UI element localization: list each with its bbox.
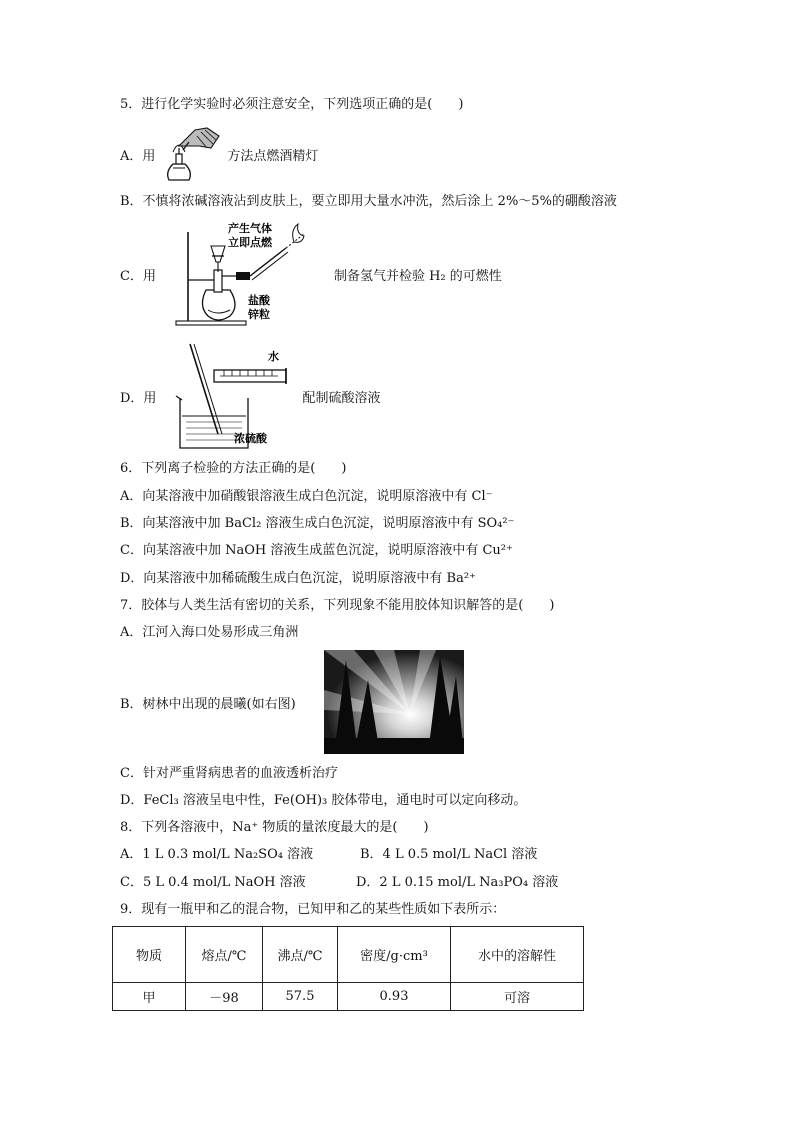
c-label-gas: 产生气体 bbox=[227, 222, 272, 235]
q7-option-d: D．FeCl₃ 溶液呈电中性，Fe(OH)₃ 胶体带电，通电时可以定向移动。 bbox=[120, 793, 527, 808]
q7-option-b bbox=[120, 650, 464, 754]
q5-option-b: B．不慎将浓碱溶液沾到皮肤上，要立即用大量水冲洗，然后涂上 2%～5%的硼酸溶液 bbox=[120, 194, 617, 209]
q8-option-c: C．5 L 0.4 mol/L NaOH 溶液 bbox=[120, 875, 306, 890]
properties-table bbox=[112, 926, 584, 1011]
q6-stem: 6．下列离子检验的方法正确的是( ) bbox=[120, 461, 347, 476]
q7-b-text: B．树林中出现的晨曦(如右图) bbox=[120, 696, 296, 712]
q7-stem: 7．胶体与人类生活有密切的关系，下列现象不能用胶体知识解答的是( ) bbox=[120, 598, 555, 613]
q9-stem: 9．现有一瓶甲和乙的混合物，已知甲和乙的某些性质如下表所示： bbox=[120, 902, 506, 917]
q5-c-prefix: C．用 bbox=[120, 268, 156, 284]
c-label-zinc: 锌粒 bbox=[247, 308, 270, 321]
d-label-acid: 浓硫酸 bbox=[234, 432, 268, 445]
q6-option-a: A．向某溶液中加硝酸银溶液生成白色沉淀，说明原溶液中有 Cl⁻ bbox=[120, 489, 493, 504]
cell-melting-point: －98 bbox=[186, 983, 263, 1011]
q8-option-b: B．4 L 0.5 mol/L NaCl 溶液 bbox=[360, 847, 538, 862]
cell-substance: 甲 bbox=[113, 983, 186, 1011]
dilution-beaker-figure bbox=[168, 340, 296, 452]
alcohol-lamp-figure bbox=[159, 124, 223, 184]
header-solubility: 水中的溶解性 bbox=[451, 927, 584, 983]
q8-stem: 8．下列各溶液中，Na⁺ 物质的量浓度最大的是( ) bbox=[120, 820, 429, 835]
d-label-water: 水 bbox=[268, 350, 280, 363]
q8-option-a: A．1 L 0.3 mol/L Na₂SO₄ 溶液 bbox=[120, 847, 314, 862]
q5-a-prefix: A．用 bbox=[120, 148, 156, 164]
cell-density: 0.93 bbox=[338, 983, 451, 1011]
q8-option-d: D．2 L 0.15 mol/L Na₃PO₄ 溶液 bbox=[356, 875, 559, 890]
q5-stem: 5．进行化学实验时必须注意安全，下列选项正确的是( ) bbox=[120, 97, 464, 112]
q5-c-text: 制备氢气并检验 H₂ 的可燃性 bbox=[333, 268, 502, 284]
table-row bbox=[113, 983, 584, 1011]
table-header-row bbox=[113, 927, 584, 983]
header-melting-point: 熔点/℃ bbox=[186, 927, 263, 983]
q5-option-c bbox=[120, 220, 502, 328]
q5-a-text: 方法点燃酒精灯 bbox=[227, 148, 319, 164]
q7-option-c: C．针对严重肾病患者的血液透析治疗 bbox=[120, 766, 338, 781]
forest-light-photo bbox=[324, 650, 464, 754]
q5-option-d bbox=[120, 340, 380, 452]
q5-d-prefix: D．用 bbox=[120, 390, 157, 406]
q6-option-c: C．向某溶液中加 NaOH 溶液生成蓝色沉淀，说明原溶液中有 Cu²⁺ bbox=[120, 543, 513, 558]
c-label-ignite: 立即点燃 bbox=[227, 236, 272, 249]
q6-option-d: D．向某溶液中加稀硫酸生成白色沉淀，说明原溶液中有 Ba²⁺ bbox=[120, 571, 476, 586]
q5-option-a bbox=[120, 124, 318, 184]
q6-option-b: B．向某溶液中加 BaCl₂ 溶液生成白色沉淀，说明原溶液中有 SO₄²⁻ bbox=[120, 516, 515, 531]
c-label-acid: 盐酸 bbox=[247, 294, 270, 307]
cell-boiling-point: 57.5 bbox=[263, 983, 338, 1011]
cell-solubility: 可溶 bbox=[451, 983, 584, 1011]
q5-d-text: 配制硫酸溶液 bbox=[302, 390, 381, 406]
q7-option-a: A．江河入海口处易形成三角洲 bbox=[120, 625, 299, 640]
header-substance: 物质 bbox=[113, 927, 186, 983]
header-boiling-point: 沸点/℃ bbox=[263, 927, 338, 983]
hydrogen-apparatus-figure bbox=[168, 220, 328, 328]
header-density: 密度/g·cm³ bbox=[338, 927, 451, 983]
